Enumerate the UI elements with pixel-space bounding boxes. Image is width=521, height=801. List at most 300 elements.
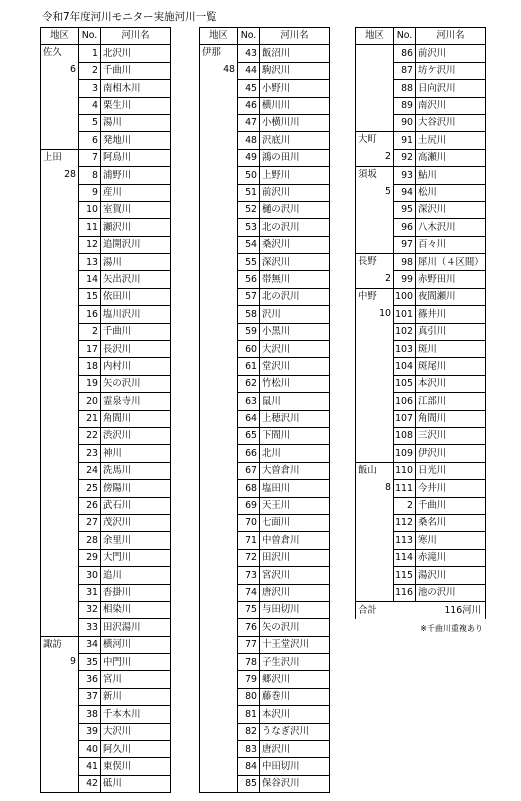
river-name: 湯川 [101, 254, 171, 271]
table-row [200, 706, 330, 723]
river-number: 63 [238, 393, 260, 410]
river-name: うなぎ沢川 [260, 723, 330, 740]
river-number: 80 [238, 688, 260, 705]
river-number: 23 [79, 445, 101, 462]
table-row [41, 167, 171, 184]
district-cell [41, 375, 79, 392]
river-number: 1 [79, 45, 101, 62]
header-row [356, 28, 486, 45]
river-table-1 [40, 27, 171, 793]
district-count: 10 [379, 307, 391, 319]
table-row [41, 654, 171, 671]
district-cell [200, 758, 238, 775]
district-cell [41, 149, 79, 166]
river-number: 5 [79, 114, 101, 131]
river-number: 20 [79, 393, 101, 410]
district-cell [41, 236, 79, 253]
river-number: 74 [238, 584, 260, 601]
river-number: 3 [79, 80, 101, 97]
river-number: 35 [79, 654, 101, 671]
river-number: 68 [238, 480, 260, 497]
river-name: 沓掛川 [101, 584, 171, 601]
river-number: 34 [79, 636, 101, 653]
river-name: 霊泉寺川 [101, 393, 171, 410]
table-row [200, 741, 330, 758]
river-name: 篠井川 [416, 306, 486, 323]
district-cell [41, 532, 79, 549]
river-number: 100 [394, 288, 416, 305]
river-name: 竹松川 [260, 375, 330, 392]
district-cell [200, 654, 238, 671]
river-number: 27 [79, 514, 101, 531]
river-number: 62 [238, 375, 260, 392]
table-row [41, 184, 171, 201]
table-row [356, 584, 486, 601]
table-row [200, 306, 330, 323]
table-row [356, 497, 486, 514]
district-cell [41, 636, 79, 653]
river-number: 37 [79, 688, 101, 705]
district-cell [356, 427, 394, 444]
river-name: 武石川 [101, 497, 171, 514]
river-number: 109 [394, 445, 416, 462]
total-label: 合計 [356, 601, 394, 618]
river-number: 113 [394, 532, 416, 549]
table-row [200, 97, 330, 114]
district-cell [41, 706, 79, 723]
river-number: 78 [238, 654, 260, 671]
river-name: 保谷沢川 [260, 775, 330, 792]
river-name: 今井川 [416, 480, 486, 497]
table-row [200, 514, 330, 531]
district-count: 2 [385, 151, 391, 163]
river-number: 97 [394, 236, 416, 253]
river-number: 92 [394, 149, 416, 166]
river-name: 長沢川 [101, 341, 171, 358]
table-row [200, 375, 330, 392]
table-row [41, 688, 171, 705]
table-row [356, 480, 486, 497]
district-count: 6 [70, 64, 76, 76]
river-name: 矢の沢川 [260, 619, 330, 636]
table-row [200, 567, 330, 584]
table-row [41, 219, 171, 236]
river-name: 与田切川 [260, 601, 330, 618]
district-header: 地区 [356, 28, 394, 45]
river-name: 塩田川 [260, 480, 330, 497]
river-number: 16 [79, 306, 101, 323]
river-name: 日向沢川 [416, 80, 486, 97]
district-cell [200, 184, 238, 201]
district-cell [200, 393, 238, 410]
district-cell [200, 497, 238, 514]
table-row [200, 654, 330, 671]
river-name: 内村川 [101, 358, 171, 375]
district-cell [356, 358, 394, 375]
district-cell [41, 601, 79, 618]
river-number: 14 [79, 271, 101, 288]
table-row [356, 271, 486, 288]
district-cell [356, 184, 394, 201]
table-row [356, 549, 486, 566]
river-number: 115 [394, 567, 416, 584]
table-row [356, 532, 486, 549]
table-row [200, 601, 330, 618]
river-number: 7 [79, 149, 101, 166]
table-row [356, 132, 486, 149]
river-number: 10 [79, 201, 101, 218]
river-number: 101 [394, 306, 416, 323]
river-name: 伊沢川 [416, 445, 486, 462]
table-row [200, 341, 330, 358]
river-number: 33 [79, 619, 101, 636]
table-row [200, 427, 330, 444]
district-cell [200, 45, 238, 62]
district-cell [200, 601, 238, 618]
river-name: 七面川 [260, 514, 330, 531]
page-title: 令和7年度河川モニター実施河川一覧 [42, 11, 217, 23]
table-row [200, 480, 330, 497]
river-name: 洗馬川 [101, 462, 171, 479]
table-row [200, 149, 330, 166]
district-cell [200, 723, 238, 740]
table-row [41, 80, 171, 97]
district-cell [356, 462, 394, 479]
table-row [356, 62, 486, 79]
table-row [200, 758, 330, 775]
district-name: 長野 [358, 256, 377, 268]
district-cell [200, 567, 238, 584]
district-cell [41, 62, 79, 79]
district-cell [356, 497, 394, 514]
river-name: 江部川 [416, 393, 486, 410]
river-name: 子生沢川 [260, 654, 330, 671]
table-row [356, 254, 486, 271]
river-name: 飯沼川 [260, 45, 330, 62]
table-row [41, 567, 171, 584]
district-cell [41, 514, 79, 531]
district-count: 2 [385, 272, 391, 284]
table-row [41, 114, 171, 131]
district-count: 9 [70, 655, 76, 667]
river-number: 22 [79, 427, 101, 444]
table-row [200, 271, 330, 288]
river-name: 北の沢川 [260, 219, 330, 236]
table-row [356, 114, 486, 131]
river-number: 77 [238, 636, 260, 653]
river-number: 24 [79, 462, 101, 479]
river-number: 53 [238, 219, 260, 236]
district-cell [41, 114, 79, 131]
river-name: 上野川 [260, 167, 330, 184]
district-header: 地区 [41, 28, 79, 45]
river-name: 相染川 [101, 601, 171, 618]
district-cell [356, 236, 394, 253]
district-cell [356, 375, 394, 392]
district-name: 飯山 [358, 464, 377, 476]
river-name: 天王川 [260, 497, 330, 514]
river-name: 三沢川 [416, 427, 486, 444]
table-row [200, 201, 330, 218]
table-row [200, 167, 330, 184]
river-number: 91 [394, 132, 416, 149]
river-number: 38 [79, 706, 101, 723]
river-number: 111 [394, 480, 416, 497]
river-number: 42 [79, 775, 101, 792]
district-cell [356, 132, 394, 149]
river-name: 湯沢川 [416, 567, 486, 584]
table-row [356, 514, 486, 531]
river-number: 73 [238, 567, 260, 584]
district-name: 伊那 [202, 47, 221, 59]
river-name: 阿久川 [101, 741, 171, 758]
river-name: 松川 [416, 184, 486, 201]
river-name: 南沢川 [416, 97, 486, 114]
river-name: 北沢川 [101, 45, 171, 62]
river-number: 85 [238, 775, 260, 792]
river-number: 59 [238, 323, 260, 340]
river-name: 前沢川 [416, 45, 486, 62]
district-cell [200, 462, 238, 479]
river-number: 103 [394, 341, 416, 358]
district-cell [200, 706, 238, 723]
district-cell [356, 410, 394, 427]
river-name: 千曲川 [101, 62, 171, 79]
district-cell [200, 688, 238, 705]
river-name: 矢の沢川 [101, 375, 171, 392]
river-number: 47 [238, 114, 260, 131]
district-cell [200, 375, 238, 392]
river-number: 84 [238, 758, 260, 775]
river-name: 阿鳥川 [101, 149, 171, 166]
table-row [200, 62, 330, 79]
river-name: 上穂沢川 [260, 410, 330, 427]
district-cell [41, 549, 79, 566]
table-row [41, 462, 171, 479]
river-number: 90 [394, 114, 416, 131]
district-cell [356, 114, 394, 131]
river-number: 81 [238, 706, 260, 723]
river-number: 54 [238, 236, 260, 253]
total-row [356, 601, 486, 618]
river-name: 鼠川 [260, 393, 330, 410]
district-cell [41, 775, 79, 792]
river-name: 小黒川 [260, 323, 330, 340]
district-cell [41, 323, 79, 340]
river-name: 十王堂沢川 [260, 636, 330, 653]
river-name: 神川 [101, 445, 171, 462]
river-name: 産川 [101, 184, 171, 201]
river-number: 67 [238, 462, 260, 479]
river-number: 106 [394, 393, 416, 410]
table-row [41, 341, 171, 358]
district-cell [41, 271, 79, 288]
river-number: 30 [79, 567, 101, 584]
river-name: 中門川 [101, 654, 171, 671]
table-row [200, 358, 330, 375]
district-cell [41, 480, 79, 497]
table-row [200, 393, 330, 410]
river-number: 40 [79, 741, 101, 758]
district-cell [200, 132, 238, 149]
river-name: 赤野田川 [416, 271, 486, 288]
table-row [41, 445, 171, 462]
river-number: 110 [394, 462, 416, 479]
river-number: 94 [394, 184, 416, 201]
table-row [200, 549, 330, 566]
table-row [200, 584, 330, 601]
river-name: 土尻川 [416, 132, 486, 149]
river-name: 追川 [101, 567, 171, 584]
river-name: 千本木川 [101, 706, 171, 723]
district-cell [41, 288, 79, 305]
river-number: 17 [79, 341, 101, 358]
table-row [200, 671, 330, 688]
table-row [41, 306, 171, 323]
river-number: 65 [238, 427, 260, 444]
district-cell [41, 201, 79, 218]
river-name: 真引川 [416, 323, 486, 340]
district-cell [356, 167, 394, 184]
district-cell [200, 410, 238, 427]
river-number: 57 [238, 288, 260, 305]
table-row [356, 184, 486, 201]
river-name: 小横川川 [260, 114, 330, 131]
river-name: 郷沢川 [260, 671, 330, 688]
district-cell [200, 775, 238, 792]
district-cell [356, 393, 394, 410]
district-cell [41, 184, 79, 201]
table-row [41, 497, 171, 514]
district-cell [41, 758, 79, 775]
river-number: 36 [79, 671, 101, 688]
district-cell [200, 62, 238, 79]
district-count: 28 [64, 168, 76, 180]
district-cell [41, 45, 79, 62]
table-row [200, 619, 330, 636]
district-cell [41, 132, 79, 149]
table-row [356, 323, 486, 340]
district-cell [200, 445, 238, 462]
table-row [41, 514, 171, 531]
river-name: 坊ケ沢川 [416, 62, 486, 79]
table-row [41, 254, 171, 271]
table-row [41, 549, 171, 566]
river-number: 4 [79, 97, 101, 114]
table-row [41, 410, 171, 427]
river-name: 寒川 [416, 532, 486, 549]
river-name: 発地川 [101, 132, 171, 149]
river-name: 浦野川 [101, 167, 171, 184]
table-row [41, 758, 171, 775]
table-row [200, 219, 330, 236]
river-number: 86 [394, 45, 416, 62]
river-name: 沢底川 [260, 132, 330, 149]
table-row [356, 358, 486, 375]
river-name: 下間川 [260, 427, 330, 444]
table-row [41, 619, 171, 636]
river-name: 中曽倉川 [260, 532, 330, 549]
river-number: 89 [394, 97, 416, 114]
district-cell [356, 149, 394, 166]
river-number: 49 [238, 149, 260, 166]
river-number: 39 [79, 723, 101, 740]
river-number: 2 [79, 62, 101, 79]
table-row [41, 480, 171, 497]
river-name: 唐沢川 [260, 741, 330, 758]
river-name: 瀬沢川 [101, 219, 171, 236]
table-row [356, 410, 486, 427]
district-cell [200, 323, 238, 340]
river-number: 45 [238, 80, 260, 97]
river-number: 79 [238, 671, 260, 688]
table-row [41, 671, 171, 688]
district-cell [41, 567, 79, 584]
river-name: 東俣川 [101, 758, 171, 775]
table-row [41, 62, 171, 79]
district-cell [200, 219, 238, 236]
river-number: 104 [394, 358, 416, 375]
district-cell [41, 410, 79, 427]
table-row [200, 532, 330, 549]
table-row [200, 80, 330, 97]
river-name: 桑沢川 [260, 236, 330, 253]
district-name: 上田 [43, 151, 62, 163]
table-row [200, 688, 330, 705]
district-name: 須坂 [358, 169, 377, 181]
river-number: 46 [238, 97, 260, 114]
district-cell [200, 741, 238, 758]
district-cell [200, 254, 238, 271]
river-number: 82 [238, 723, 260, 740]
river-number: 13 [79, 254, 101, 271]
river-number: 51 [238, 184, 260, 201]
river-name: 余里川 [101, 532, 171, 549]
river-number: 108 [394, 427, 416, 444]
table-row [41, 775, 171, 792]
river-number: 98 [394, 254, 416, 271]
table-row [41, 584, 171, 601]
river-number: 2 [394, 497, 416, 514]
district-cell [41, 393, 79, 410]
table-row [41, 741, 171, 758]
river-number: 116 [394, 584, 416, 601]
table-row [356, 288, 486, 305]
river-name: 桑名川 [416, 514, 486, 531]
district-cell [200, 80, 238, 97]
table-row [200, 132, 330, 149]
table-row [41, 97, 171, 114]
river-name: 帯無川 [260, 271, 330, 288]
river-name: 夜間瀬川 [416, 288, 486, 305]
river-number: 83 [238, 741, 260, 758]
district-cell [41, 584, 79, 601]
river-number: 112 [394, 514, 416, 531]
header-row [200, 28, 330, 45]
total-value: 116河川 [394, 601, 486, 618]
river-number: 28 [79, 532, 101, 549]
district-cell [356, 323, 394, 340]
district-count: 5 [385, 186, 391, 198]
table-row [356, 80, 486, 97]
river-name: 犀川（４区間） [416, 254, 486, 271]
river-number: 29 [79, 549, 101, 566]
river-number: 52 [238, 201, 260, 218]
district-cell [356, 45, 394, 62]
district-cell [200, 619, 238, 636]
district-cell [41, 306, 79, 323]
river-name: 本沢川 [260, 706, 330, 723]
